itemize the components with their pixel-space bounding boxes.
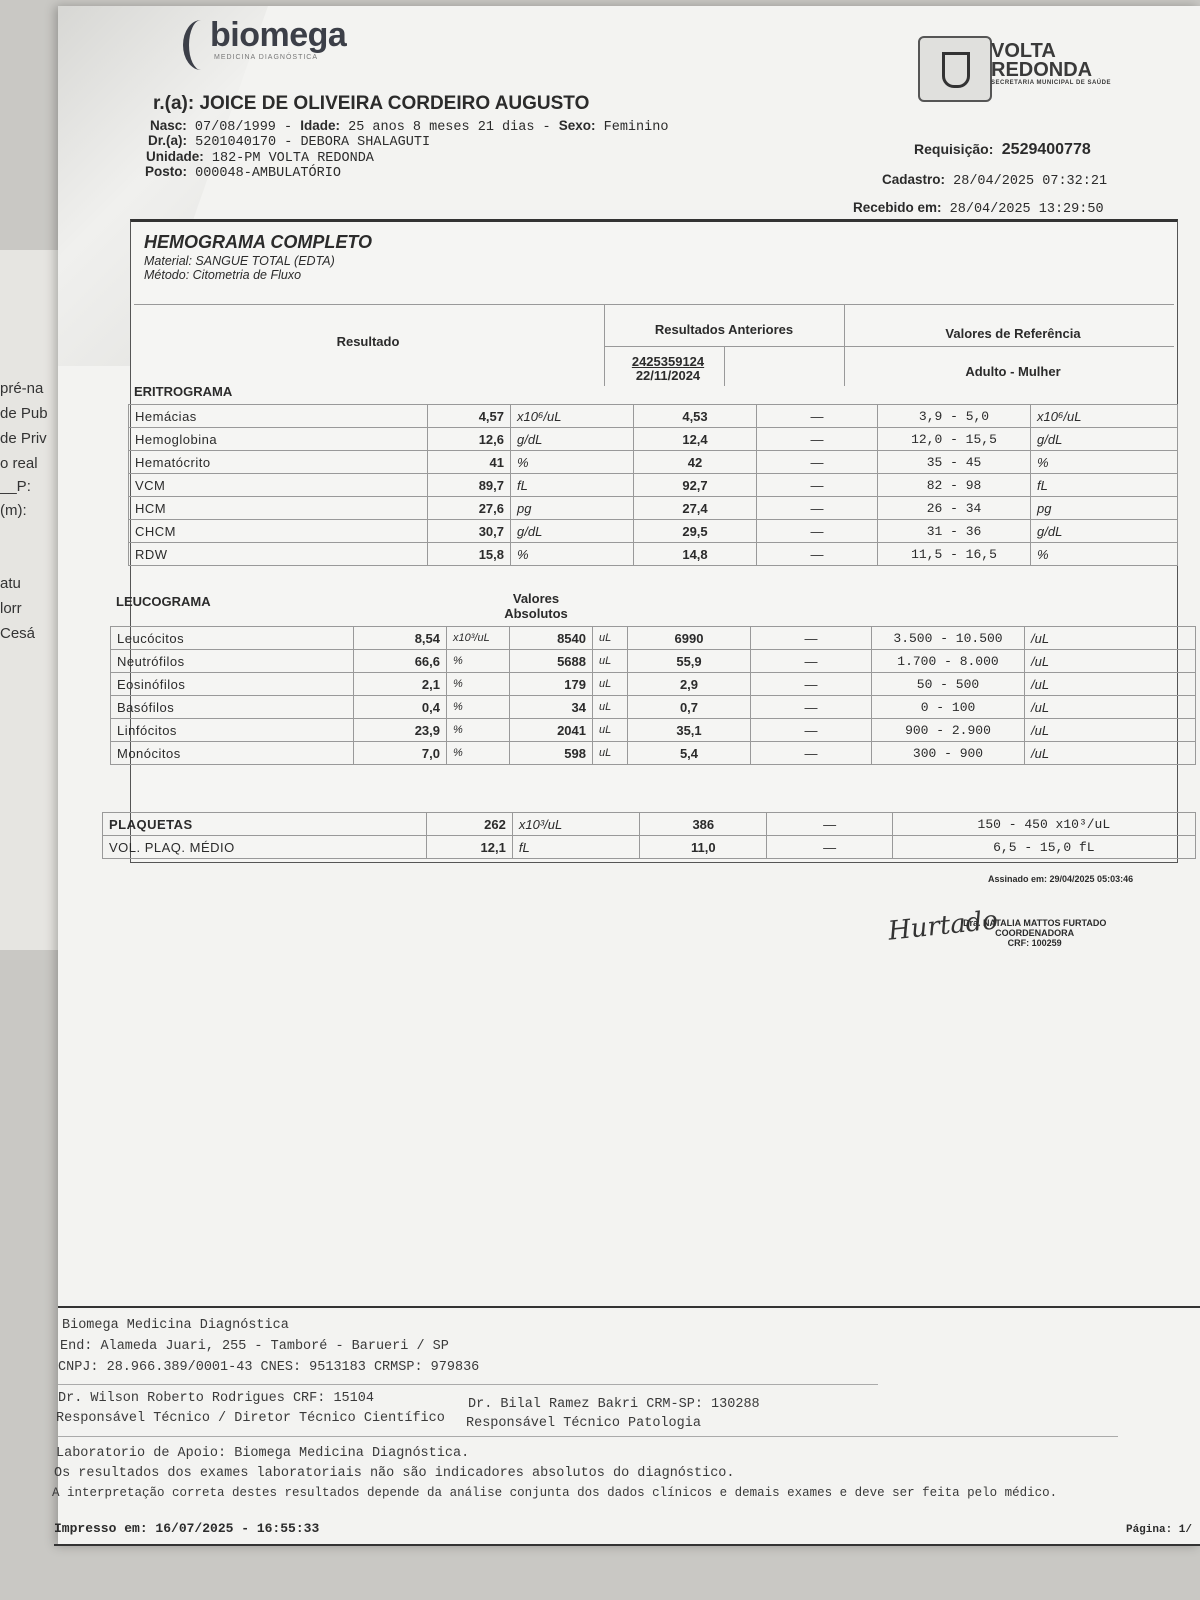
previous-value-2: — <box>757 428 878 451</box>
test-value: 4,57 <box>428 405 511 428</box>
absolute-value: 598 <box>510 742 593 765</box>
metodo-label: Método: <box>144 268 190 282</box>
plaquetas-row <box>103 836 1196 859</box>
eritrograma-table <box>128 404 1178 566</box>
test-name: Monócitos <box>111 742 354 765</box>
footer-disclaimer-2: A interpretação correta destes resultados depende da análise conjunta dos dados clínicos e demais exames e deve ser feita pelo médico. <box>52 1486 1058 1500</box>
leuco-row <box>111 742 1196 765</box>
test-value: 12,6 <box>428 428 511 451</box>
footer-ids: CNPJ: 28.966.389/0001-43 CNES: 9513183 CRMSP: 979836 <box>58 1360 480 1375</box>
previous-value: 55,9 <box>628 650 751 673</box>
city-line1: VOLTA <box>991 40 1056 62</box>
sexo-label: Sexo: <box>558 118 596 133</box>
previous-value-2: — <box>751 673 872 696</box>
previous-value: 14,8 <box>634 543 757 566</box>
absolute-value: 8540 <box>510 627 593 650</box>
absolute-value: 2041 <box>510 719 593 742</box>
previous-value: 92,7 <box>634 474 757 497</box>
reference-range: 3,9 - 5,0 <box>878 405 1031 428</box>
bottom-rule <box>54 1544 1200 1546</box>
test-name: CHCM <box>129 520 428 543</box>
brand-tagline: MEDICINA DIAGNÓSTICA <box>214 54 319 61</box>
previous-value-2: — <box>751 742 872 765</box>
test-name: Eosinófilos <box>111 673 354 696</box>
col-result-header: Resultado <box>336 334 400 349</box>
reference-range: 3.500 - 10.500 <box>872 627 1025 650</box>
test-unit: % <box>511 451 634 474</box>
doctor-value: 5201040170 - DEBORA SHALAGUTI <box>195 135 431 150</box>
idade-value: 25 anos 8 meses 21 dias - <box>348 120 551 135</box>
eritro-row <box>129 451 1178 474</box>
under-text-7: atu <box>0 575 21 592</box>
absolute-unit: uL <box>593 650 628 673</box>
reference-unit: % <box>1031 543 1178 566</box>
signature-block <box>963 918 1106 948</box>
previous-value: 386 <box>640 813 767 836</box>
absolute-unit: uL <box>593 673 628 696</box>
city-logo <box>991 42 1111 87</box>
previous-value-2: — <box>767 813 892 836</box>
test-unit: % <box>447 650 510 673</box>
leuco-row <box>111 627 1196 650</box>
test-name: HCM <box>129 497 428 520</box>
test-unit: % <box>447 673 510 696</box>
reference-range: 31 - 36 <box>878 520 1031 543</box>
recebido-label: Recebido em: <box>853 200 942 215</box>
footer-sep-1 <box>58 1384 878 1385</box>
reference-range: 6,5 - 15,0 fL <box>892 836 1195 859</box>
test-unit: x10⁶/uL <box>511 405 634 428</box>
header-divider-1 <box>604 304 605 386</box>
posto-line <box>145 164 341 181</box>
reference-range: 26 - 34 <box>878 497 1031 520</box>
footer-address: End: Alameda Juari, 255 - Tamboré - Barueri / SP <box>60 1339 449 1354</box>
test-unit: g/dL <box>511 520 634 543</box>
previous-value: 35,1 <box>628 719 751 742</box>
nasc-label: Nasc: <box>150 118 187 133</box>
ref-group: Adulto - Mulher <box>965 364 1061 379</box>
test-name: VOL. PLAQ. MÉDIO <box>103 836 427 859</box>
signer-crf: CRF: 100259 <box>1007 938 1062 948</box>
nasc-value: 07/08/1999 - <box>194 120 293 135</box>
col-ref-header: Valores de Referência <box>945 326 1081 341</box>
test-unit: % <box>447 742 510 765</box>
test-value: 8,54 <box>354 627 447 650</box>
previous-value-2: — <box>757 520 878 543</box>
under-text-8: lorr <box>0 600 22 617</box>
eritro-row <box>129 543 1178 566</box>
metodo-value: Citometria de Fluxo <box>192 268 302 282</box>
test-value: 262 <box>426 813 512 836</box>
under-text-3: de Priv <box>0 430 47 447</box>
exam-title: HEMOGRAMA COMPLETO <box>144 232 372 252</box>
under-text-6: (m): <box>0 502 27 519</box>
absolute-value: 5688 <box>510 650 593 673</box>
test-unit: x10³/uL <box>447 627 510 650</box>
test-value: 41 <box>428 451 511 474</box>
reference-range: 150 - 450 x10³/uL <box>892 813 1195 836</box>
header-divider-2 <box>844 304 845 386</box>
leucograma-heading: LEUCOGRAMA <box>116 594 211 609</box>
test-value: 66,6 <box>354 650 447 673</box>
previous-value: 27,4 <box>634 497 757 520</box>
absolute-unit: uL <box>593 719 628 742</box>
eritro-row <box>129 474 1178 497</box>
test-unit: g/dL <box>511 428 634 451</box>
test-value: 12,1 <box>426 836 512 859</box>
plaquetas-table <box>102 812 1196 859</box>
page-number: Página: 1/ <box>1125 1524 1192 1536</box>
test-value: 27,6 <box>428 497 511 520</box>
cadastro-line <box>882 172 1107 189</box>
reference-unit: /uL <box>1025 719 1196 742</box>
test-value: 15,8 <box>428 543 511 566</box>
idade-label: Idade: <box>300 118 340 133</box>
prev-request-id: 2425359124 <box>631 354 705 369</box>
absolute-unit: uL <box>593 742 628 765</box>
test-unit: fL <box>512 836 639 859</box>
reference-unit: fL <box>1031 474 1178 497</box>
under-text-2: de Pub <box>0 405 48 422</box>
reference-unit: g/dL <box>1031 428 1178 451</box>
test-unit: fL <box>511 474 634 497</box>
reference-range: 35 - 45 <box>878 451 1031 474</box>
absolutos-header: Valores Absolutos <box>504 591 568 621</box>
cadastro-label: Cadastro: <box>882 172 946 187</box>
previous-value-2: — <box>751 719 872 742</box>
under-text-4: o real <box>0 455 38 472</box>
requisicao-value: 2529400778 <box>1001 141 1091 158</box>
brand-logo: biomega <box>210 16 347 54</box>
test-name: VCM <box>129 474 428 497</box>
eritrograma-heading: ERITROGRAMA <box>134 384 233 399</box>
test-value: 2,1 <box>354 673 447 696</box>
reference-range: 900 - 2.900 <box>872 719 1025 742</box>
footer-rule <box>58 1306 1200 1308</box>
leuco-row <box>111 719 1196 742</box>
absolute-value: 179 <box>510 673 593 696</box>
reference-unit: pg <box>1031 497 1178 520</box>
test-name: Hemoglobina <box>129 428 428 451</box>
footer-resp2: Dr. Bilal Ramez Bakri CRM-SP: 130288 <box>468 1397 760 1412</box>
test-unit: % <box>447 696 510 719</box>
footer-resp2-role: Responsável Técnico Patologia <box>466 1416 701 1431</box>
unidade-label: Unidade: <box>146 149 204 164</box>
footer-apoio: Laboratorio de Apoio: Biomega Medicina Diagnóstica. <box>56 1446 470 1461</box>
previous-value-2: — <box>757 405 878 428</box>
reference-range: 0 - 100 <box>872 696 1025 719</box>
previous-value: 2,9 <box>628 673 751 696</box>
reference-unit: /uL <box>1025 742 1196 765</box>
test-name: Hematócrito <box>129 451 428 474</box>
requisicao-label: Requisição: <box>914 141 994 157</box>
test-value: 23,9 <box>354 719 447 742</box>
reference-unit: /uL <box>1025 627 1196 650</box>
eritro-row <box>129 497 1178 520</box>
unidade-value: 182-PM VOLTA REDONDA <box>211 151 374 166</box>
footer-resp1-role: Responsável Técnico / Diretor Técnico Científico <box>56 1411 445 1426</box>
footer-lab: Biomega Medicina Diagnóstica <box>62 1318 289 1333</box>
header-divider-3 <box>724 346 725 386</box>
previous-value-2: — <box>757 543 878 566</box>
material-label: Material: <box>144 254 192 268</box>
recebido-value: 28/04/2025 13:29:50 <box>949 202 1104 217</box>
eritro-row <box>129 520 1178 543</box>
cadastro-value: 28/04/2025 07:32:21 <box>953 174 1108 189</box>
eritro-row <box>129 405 1178 428</box>
test-name: Basófilos <box>111 696 354 719</box>
test-value: 0,4 <box>354 696 447 719</box>
previous-value-2: — <box>757 451 878 474</box>
signer-name: Dra. NATALIA MATTOS FURTADO <box>963 918 1107 928</box>
reference-range: 300 - 900 <box>872 742 1025 765</box>
test-value: 30,7 <box>428 520 511 543</box>
doctor-line <box>148 133 430 150</box>
test-name: Hemácias <box>129 405 428 428</box>
sexo-value: Feminino <box>603 120 669 135</box>
posto-value: 000048-AMBULATÓRIO <box>195 166 341 181</box>
test-value: 7,0 <box>354 742 447 765</box>
signer-role: COORDENADORA <box>995 928 1075 938</box>
footer-sep-2 <box>58 1436 1118 1437</box>
reference-range: 11,5 - 16,5 <box>878 543 1031 566</box>
city-line2: REDONDA <box>991 59 1093 81</box>
previous-value: 29,5 <box>634 520 757 543</box>
reference-unit: % <box>1031 451 1178 474</box>
signature-scribble: Hurtado <box>886 905 1000 947</box>
test-name: Linfócitos <box>111 719 354 742</box>
metodo-line <box>144 268 301 282</box>
absolute-value: 34 <box>510 696 593 719</box>
requisicao-line <box>914 141 1091 159</box>
previous-value-2: — <box>757 497 878 520</box>
printed-at: Impresso em: 16/07/2025 - 16:55:33 <box>54 1521 320 1536</box>
previous-value: 6990 <box>628 627 751 650</box>
recebido-line <box>853 200 1104 217</box>
reference-unit: /uL <box>1025 696 1196 719</box>
posto-label: Posto: <box>145 164 187 179</box>
doctor-label: Dr.(a): <box>148 133 188 148</box>
test-unit: % <box>511 543 634 566</box>
previous-value: 4,53 <box>634 405 757 428</box>
reference-range: 50 - 500 <box>872 673 1025 696</box>
under-text-1: pré-na <box>0 380 44 397</box>
test-name: Leucócitos <box>111 627 354 650</box>
under-text-5: __P: <box>0 478 31 495</box>
col-prev-header: Resultados Anteriores <box>654 322 794 337</box>
test-unit: % <box>447 719 510 742</box>
reference-unit: x10⁶/uL <box>1031 405 1178 428</box>
previous-value-2: — <box>751 696 872 719</box>
prev-request-date: 22/11/2024 <box>635 368 701 383</box>
test-unit: pg <box>511 497 634 520</box>
leuco-row <box>111 650 1196 673</box>
eritro-row <box>129 428 1178 451</box>
reference-unit: g/dL <box>1031 520 1178 543</box>
plaquetas-row <box>103 813 1196 836</box>
absolute-unit: uL <box>593 627 628 650</box>
test-value: 89,7 <box>428 474 511 497</box>
test-name: Neutrófilos <box>111 650 354 673</box>
previous-value: 42 <box>634 451 757 474</box>
leucograma-table <box>110 626 1196 765</box>
reference-range: 1.700 - 8.000 <box>872 650 1025 673</box>
reference-unit: /uL <box>1025 673 1196 696</box>
previous-value: 11,0 <box>640 836 767 859</box>
previous-value: 5,4 <box>628 742 751 765</box>
leuco-row <box>111 673 1196 696</box>
footer-resp1: Dr. Wilson Roberto Rodrigues CRF: 15104 <box>58 1391 374 1406</box>
material-value: SANGUE TOTAL (EDTA) <box>195 254 335 268</box>
reference-range: 12,0 - 15,5 <box>878 428 1031 451</box>
previous-value-2: — <box>757 474 878 497</box>
previous-value-2: — <box>767 836 892 859</box>
leuco-row <box>111 696 1196 719</box>
header-top-rule <box>134 304 1174 305</box>
reference-unit: /uL <box>1025 650 1196 673</box>
absolute-unit: uL <box>593 696 628 719</box>
under-text-9: Cesá <box>0 625 36 642</box>
patient-name: r.(a): JOICE DE OLIVEIRA CORDEIRO AUGUSTO <box>153 93 590 114</box>
test-name: PLAQUETAS <box>103 813 427 836</box>
reference-range: 82 - 98 <box>878 474 1031 497</box>
signed-timestamp: Assinado em: 29/04/2025 05:03:46 <box>988 874 1134 884</box>
report-page <box>52 6 1200 1546</box>
header-mid-rule <box>604 346 1174 347</box>
test-unit: x10³/uL <box>512 813 639 836</box>
city-small: SECRETARIA MUNICIPAL DE SAÚDE <box>991 80 1111 86</box>
city-crest-icon <box>918 36 992 102</box>
material-line <box>144 254 335 268</box>
test-name: RDW <box>129 543 428 566</box>
previous-value-2: — <box>751 650 872 673</box>
previous-value-2: — <box>751 627 872 650</box>
previous-value: 12,4 <box>634 428 757 451</box>
footer-disclaimer-1: Os resultados dos exames laboratoriais não são indicadores absolutos do diagnóstico. <box>54 1466 735 1481</box>
previous-value: 0,7 <box>628 696 751 719</box>
